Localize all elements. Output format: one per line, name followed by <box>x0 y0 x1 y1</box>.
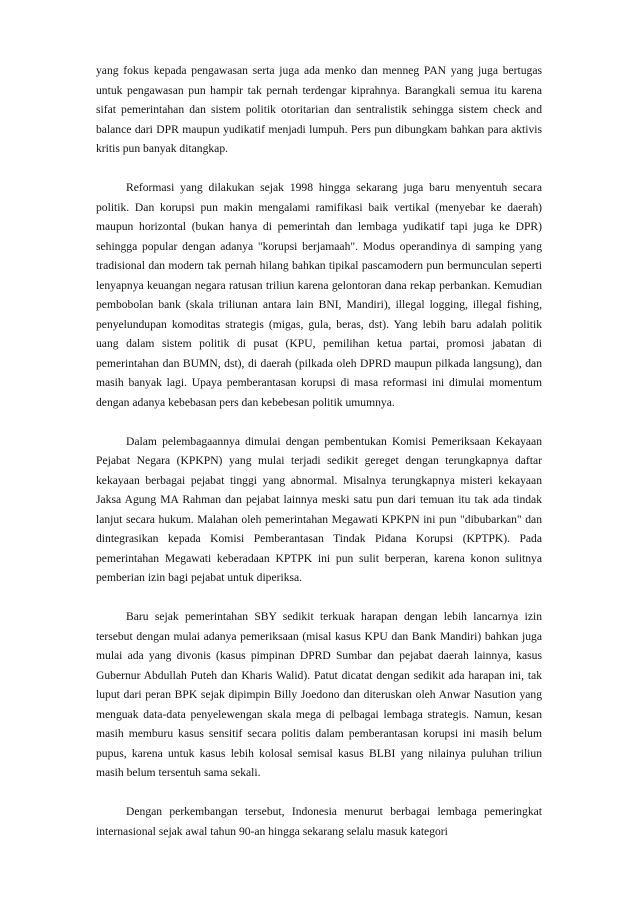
paragraph-3: Dalam pelembagaannya dimulai dengan pembentukan Komisi Pemeriksaan Kekayaan Pejabat Negara (KPKPN) yang mulai terjadi sedikit gereget dengan terungkapnya daftar kekayaan berbagai pejabat tinggi yang abnormal. Misalnya terungkapnya misteri kekayaan Jaksa Agung MA Rahman dan pejabat lainnya meski satu pun dari temuan itu tak ada tindak lanjut secara hukum. Malahan oleh pemerintahan Megawati KPKPN ini pun "dibubarkan" dan dintegrasikan kepada Komisi Pemberantasan Tindak Pidana Korupsi (KPTPK). Pada pemerintahan Megawati keberadaan KPTPK ini pun sulit berperan, karena konon sulitnya pemberian izin bagi pejabat untuk diperiksa. <box>96 434 542 584</box>
paragraph-5: Dengan perkembangan tersebut, Indonesia menurut berbagai lembaga pemeringkat internasional sejak awal tahun 90-an hingga sekarang selalu masuk kategori <box>96 805 542 838</box>
document-page <box>96 61 542 861</box>
paragraph-4: Baru sejak pemerintahan SBY sedikit terkuak harapan dengan lebih lancarnya izin tersebut dengan mulai adanya pemeriksaan (misal kasus KPU dan Bank Mandiri) bahkan juga mulai ada yang divonis (kasus pimpinan DPRD Sumbar dan pejabat daerah lainnya, kasus Gubernur Abdullah Puteh dan Kharis Walid). Patut dicatat dengan sedikit ada harapan ini, tak luput dari peran BPK sejak dipimpin Billy Joedono dan diteruskan oleh Anwar Nasution yang menguak data-data penyelewengan skala mega di pelbagai lembaga strategis. Namun, kesan masih memburu kasus sensitif secara politis dalam pemberantasan korupsi ini masih belum pupus, karena untuk kasus lebih kolosal semisal kasus BLBI yang nilainya puluhan triliun masih belum tersentuh sama sekali. <box>96 610 542 779</box>
paragraph-2: Reformasi yang dilakukan sejak 1998 hingga sekarang juga baru menyentuh secara politik. Dan korupsi pun makin mengalami ramifikasi baik vertikal (menyebar ke daerah) maupun horizontal (bukan hanya di pemerintah dan lembaga yudikatif tapi juga ke DPR) sehingga popular dengan adanya "korupsi berjamaah". Modus operandinya di samping yang tradisional dan modern tak pernah hilang bahkan tipikal pascamodern pun bermunculan seperti lenyapnya keuangan negara ratusan triliun karena gelontoran dana rekap perbankan. Kemudian pembobolan bank (skala triliunan antara lain BNI, Mandiri), illegal logging, illegal fishing, penyelundupan komoditas strategis (migas, gula, beras, dst). Yang lebih baru adalah politik uang dalam sistem politik di pusat (KPU, pemilihan ketua partai, promosi jabatan di pemerintahan dan BUMN, dst), di daerah (pilkada oleh DPRD maupun pilkada langsung), dan masih banyak lagi. Upaya pemberantasan korupsi di masa reformasi ini dimulai momentum dengan adanya kebebasan pers dan kebebesan politik umumnya. <box>96 181 542 409</box>
paragraph-1: yang fokus kepada pengawasan serta juga ada menko dan menneg PAN yang juga bertugas untuk pengawasan pun hampir tak pernah terdengar kiprahnya. Barangkali semua itu karena sifat pemerintahan dan sistem politik otoritarian dan sentralistik sehingga sistem check and balance dari DPR maupun yudikatif menjadi lumpuh. Pers pun dibungkam bahkan para aktivis kritis pun banyak ditangkap. <box>96 64 542 155</box>
